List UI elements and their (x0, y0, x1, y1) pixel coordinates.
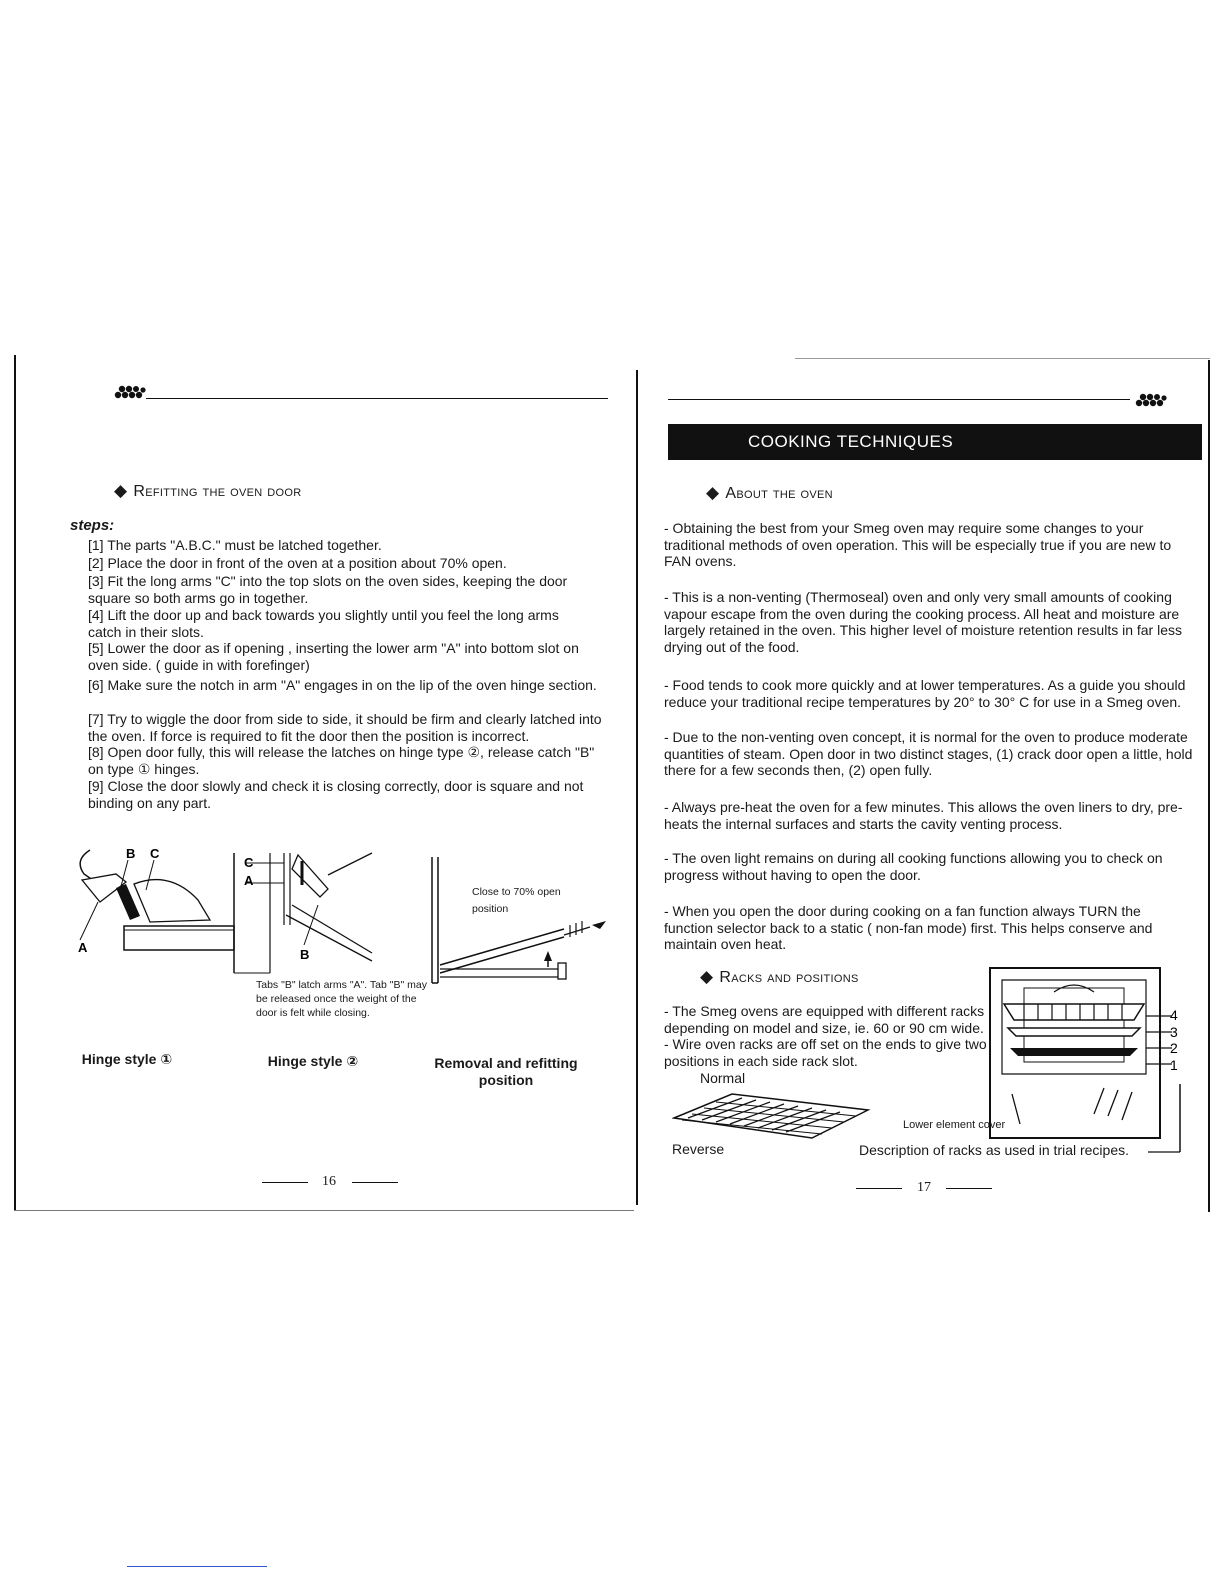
bottom-blue-rule (127, 1566, 267, 1567)
racks-text: - Wire oven racks are off set on the ends to give two positions in each side rack slot. (664, 1036, 987, 1069)
fig2-label-c: C (244, 855, 254, 870)
center-gutter-line (636, 370, 638, 1205)
rack-number: 1 (1170, 1057, 1178, 1073)
rack-number: 2 (1170, 1040, 1178, 1056)
about-oven-paragraph: - The oven light remains on during all cooking functions allowing you to check on progress without having to open the door. (664, 850, 1163, 883)
racks-positions-title: ◆ Racks and positions (700, 967, 859, 986)
right-page-border (1208, 360, 1210, 1212)
hinge-style-2-caption: Hinge style ② (267, 1053, 359, 1069)
lower-element-cover-label: Lower element cover (903, 1119, 1006, 1131)
step-item: [9] Close the door slowly and check it is closing correctly, door is square and not binding on any part. (88, 778, 584, 811)
fig1-label-c: C (150, 846, 160, 861)
fig2-label-b: B (300, 947, 310, 962)
steps-label: steps: (70, 517, 115, 534)
right-footer-rule-left (856, 1188, 902, 1189)
diamond-bullet-icon: ◆ (706, 483, 720, 502)
left-footer-rule-right (352, 1182, 398, 1183)
brand-logo-icon (1133, 390, 1173, 412)
fig1-label-b: B (126, 846, 136, 861)
rack-description: Description of racks as used in trial recipes. (859, 1142, 1129, 1158)
removal-refitting-caption: Removal and refitting position (434, 1055, 578, 1088)
step-item: [2] Place the door in front of the oven at a position about 70% open. (88, 555, 507, 571)
about-oven-paragraph: - Food tends to cook more quickly and at lower temperatures. As a guide you should reduce your traditional recipe temperatures by 20° to 30° C for use in a Smeg oven. (664, 677, 1186, 710)
step-item: [1] The parts "A.B.C." must be latched together. (88, 537, 382, 553)
racks-text: - The Smeg ovens are equipped with different racks depending on model and size, ie. 60 or 90 cm wide. (664, 1003, 985, 1036)
removal-position-note: Close to 70% open position (472, 886, 561, 915)
bottom-rule (14, 1210, 634, 1211)
normal-rack-label: Normal (700, 1070, 746, 1086)
step-item: [7] Try to wiggle the door from side to side, it should be firm and clearly latched into the oven. If force is required to fit the door then the position is incorrect. (88, 711, 602, 744)
about-oven-paragraph: - When you open the door during cooking on a fan function always TURN the function selector back to a static ( non-fan mode) first. This helps conserve and maintain oven heat. (664, 903, 1153, 952)
right-top-rule (795, 358, 1210, 359)
hinge-style-2-diagram (232, 845, 432, 975)
left-header-rule (146, 398, 608, 399)
fig2-label-a: A (244, 873, 254, 888)
left-section-title: ◆ Refitting the oven door (114, 481, 302, 500)
step-item: [8] Open door fully, this will release the latches on hinge type ②, release catch "B" on type ① hinges. (88, 744, 595, 777)
rack-number: 3 (1170, 1024, 1178, 1040)
hinge-style-1-caption: Hinge style ① (81, 1051, 173, 1067)
banner-title: COOKING TECHNIQUES (748, 432, 954, 451)
fig1-label-a: A (78, 940, 88, 955)
about-oven-paragraph: - Due to the non-venting oven concept, it is normal for the oven to produce moderate quantities of steam. Open door in two distinct stages, (1) crack door open a little, hold there for a few seconds then, (2) open fully. (664, 729, 1193, 778)
step-item: [4] Lift the door up and back towards you slightly until you feel the long arms catch in their slots. (88, 607, 559, 640)
about-oven-paragraph: - This is a non-venting (Thermoseal) oven and only very small amounts of cooking vapour escape from the oven during the cooking process. All heat and moisture are largely retained in the oven. This higher level of moisture retention results in far less drying out of the food. (664, 589, 1183, 655)
about-oven-paragraph: - Always pre-heat the oven for a few minutes. This allows the oven liners to dry, pre-heats the internal surfaces and starts the cavity venting process. (664, 799, 1183, 832)
reverse-rack-label: Reverse (672, 1141, 725, 1157)
step-item: [5] Lower the door as if opening , inserting the lower arm "A" into bottom slot on oven side. ( guide in with forefinger) (88, 640, 579, 673)
step-item: [6] Make sure the notch in arm "A" engages in on the lip of the oven hinge section. (88, 677, 597, 693)
about-oven-paragraph: - Obtaining the best from your Smeg oven may require some changes to your traditional methods of oven operation. This will be especially true if you are new to FAN ovens. (664, 520, 1172, 569)
rack-number: 4 (1170, 1007, 1178, 1023)
diamond-bullet-icon: ◆ (700, 967, 714, 986)
about-oven-title: ◆ About the oven (706, 483, 833, 502)
wire-rack-diagram (672, 1088, 872, 1144)
cooking-techniques-banner (668, 424, 1202, 460)
hinge-style-1-diagram (70, 840, 235, 960)
right-page-number: 17 (917, 1180, 931, 1195)
hinge-style-2-note: Tabs "B" latch arms "A". Tab "B" may be released once the weight of the door is felt while closing. (256, 979, 427, 1019)
brand-logo-icon (112, 382, 152, 404)
diamond-bullet-icon: ◆ (114, 481, 128, 500)
left-page-number: 16 (322, 1174, 336, 1189)
removal-position-diagram (430, 855, 612, 985)
left-page-border (14, 355, 16, 1210)
step-item: [3] Fit the long arms "C" into the top slots on the oven sides, keeping the door square so both arms go in together. (88, 573, 568, 606)
oven-rack-positions-diagram (984, 964, 1184, 1154)
left-footer-rule-left (262, 1182, 308, 1183)
right-footer-rule-right (946, 1188, 992, 1189)
right-header-rule (668, 399, 1130, 400)
